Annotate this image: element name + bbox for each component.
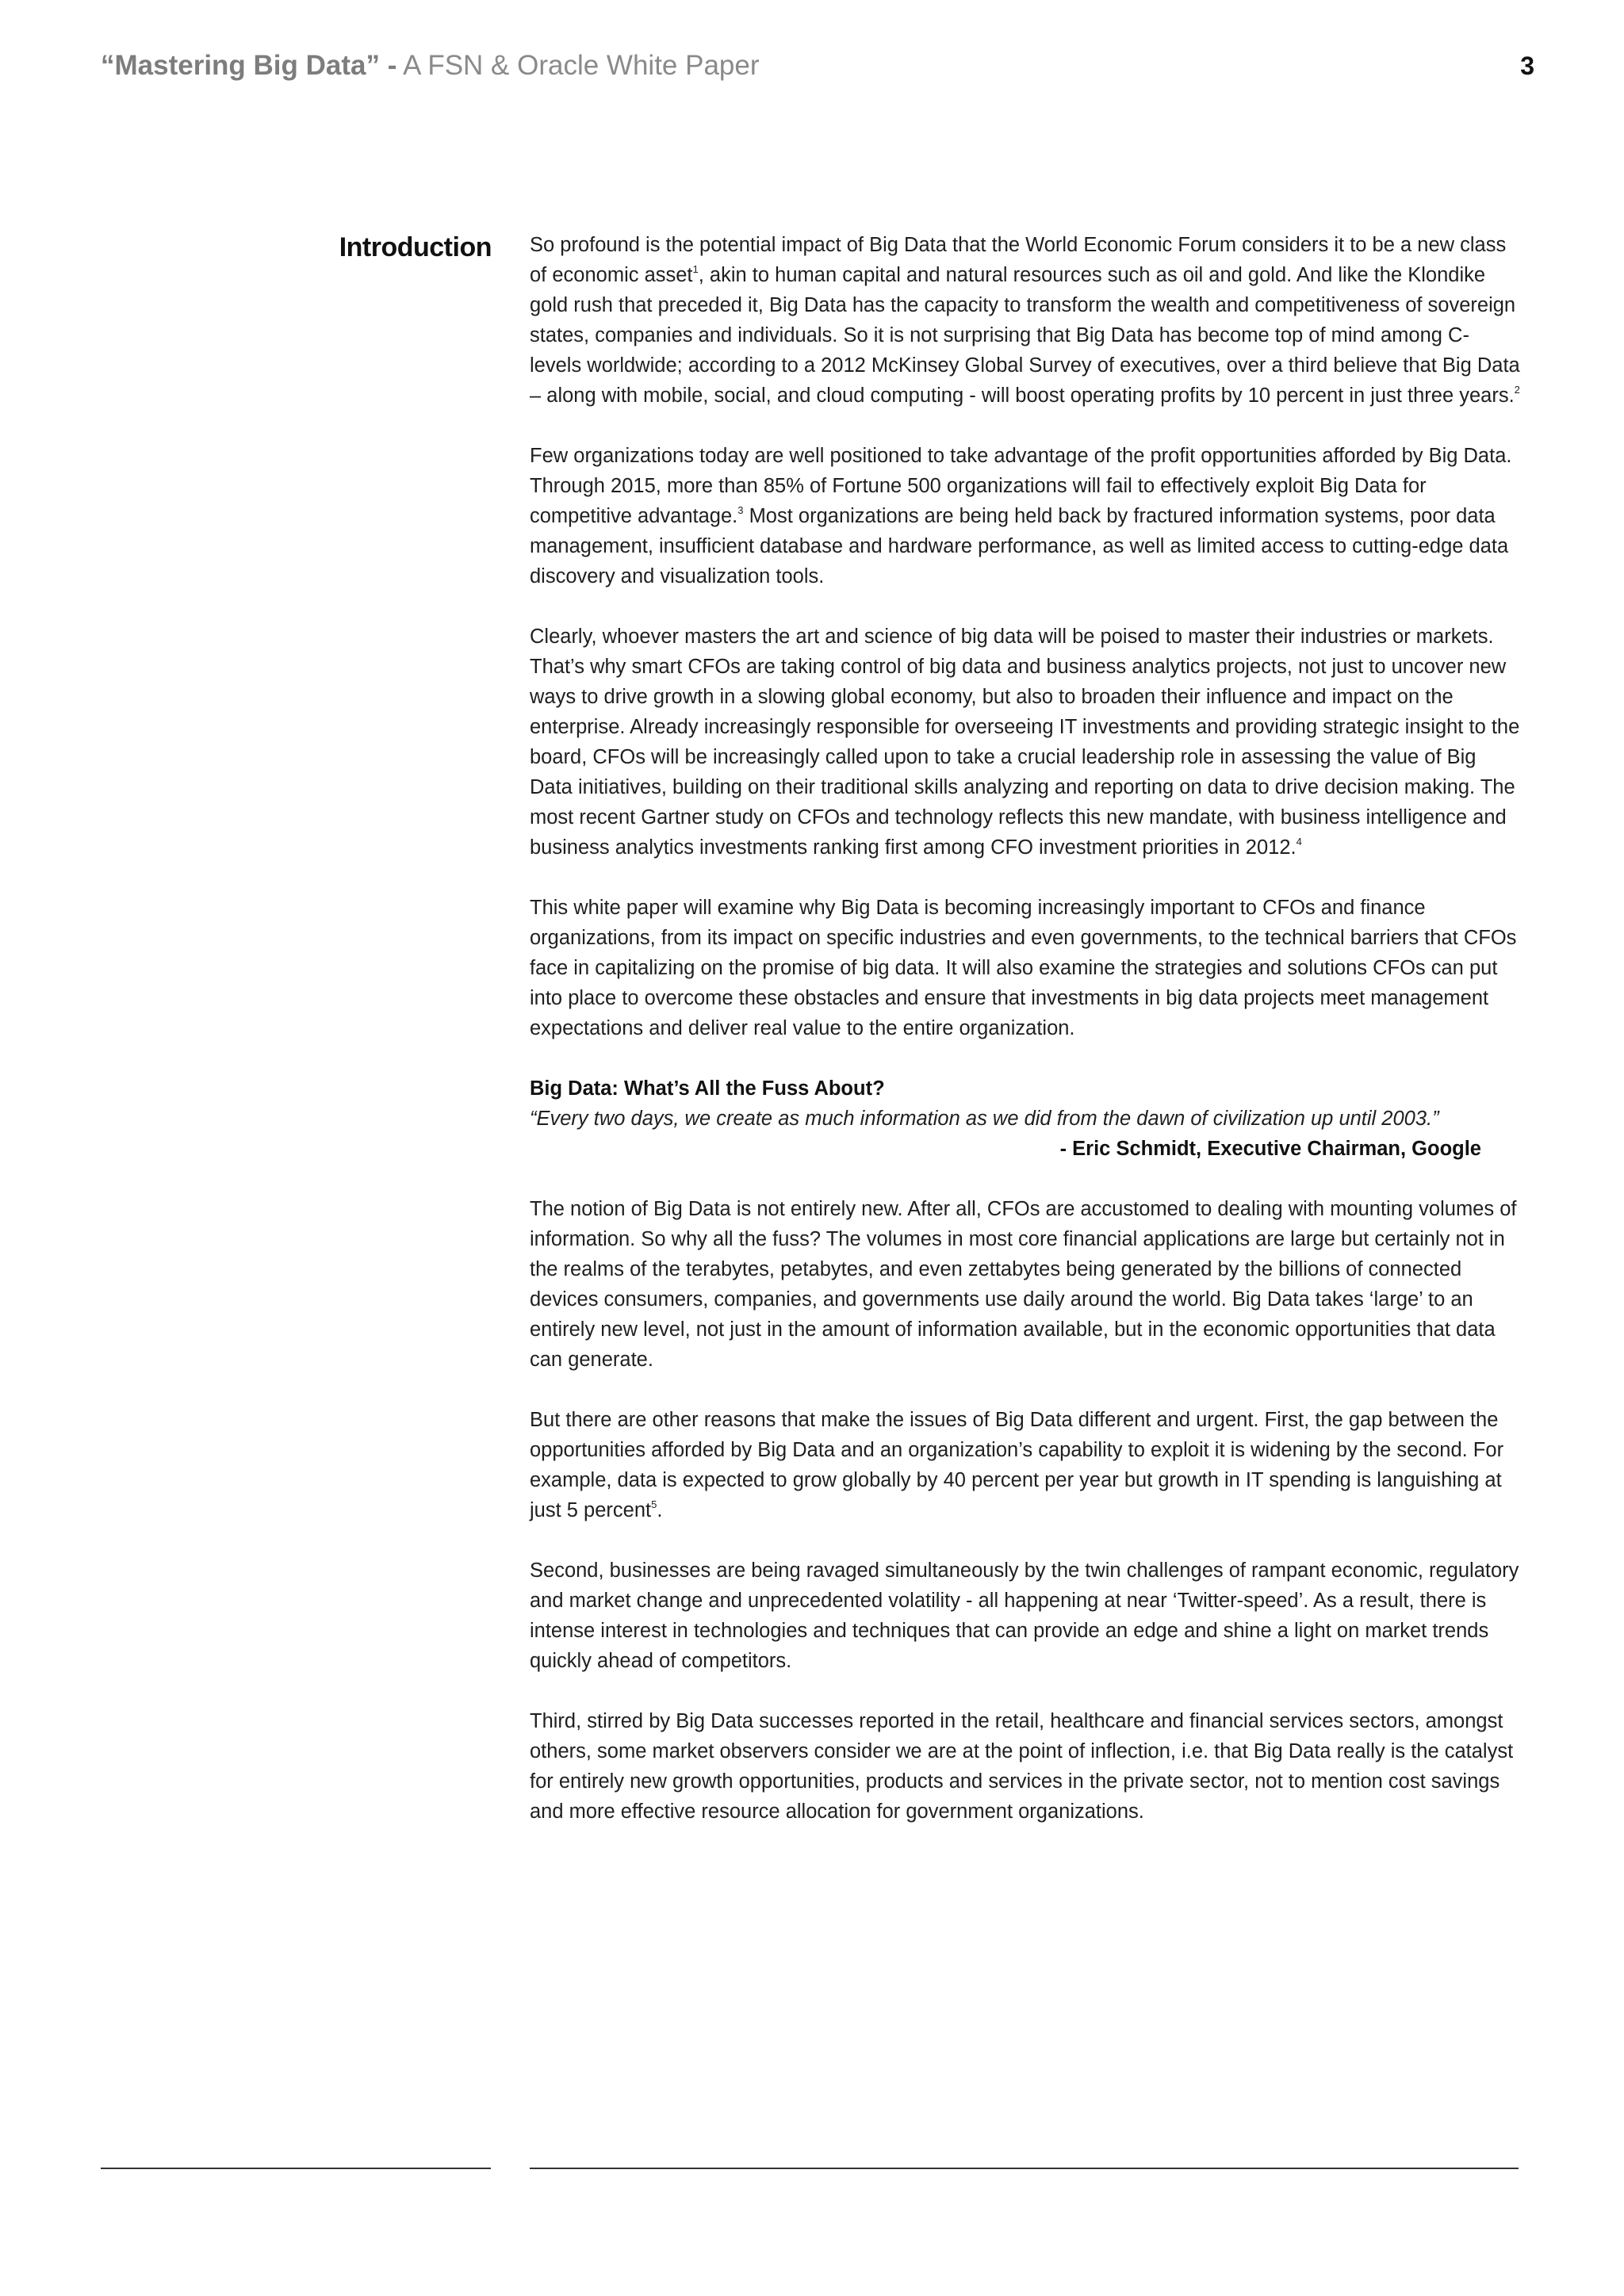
- paragraph-2: [530, 441, 1521, 591]
- footer-divider-right: [530, 2168, 1519, 2169]
- paragraph-8: Third, stirred by Big Data successes reported in the retail, healthcare and financial services sectors, amongst others, some market observers consider we are at the point of inflection, i.e. that Big Data really is the catalyst for entirely new growth opportunities, products and services in the private sector, not to mention cost savings and more effective resource allocation for government organizations.: [530, 1710, 1514, 1823]
- paragraph-6-text-cont: .: [657, 1499, 663, 1521]
- paragraph-3-text: Clearly, whoever masters the art and science of big data will be poised to master their industries or markets. That’s why smart CFOs are taking control of big data and business analytics projects, not just to uncover new ways to drive growth in a slowing global economy, but also to broaden their influence and impact on the enterprise. Already increasingly responsible for overseeing IT investments and providing strategic insight to the board, CFOs will be increasingly called upon to take a crucial leadership role in assessing the value of Big Data initiatives, building on their traditional skills analyzing and reporting on data to drive decision making. The most recent Gartner study on CFOs and technology reflects this new mandate, with business intelligence and business analytics investments ranking first among CFO investment priorities in 2012.: [530, 626, 1520, 859]
- footnote-ref-5: 5: [651, 1498, 657, 1510]
- paragraph-3: [530, 622, 1521, 863]
- footer-divider-left: [101, 2168, 491, 2169]
- footnote-ref-2: 2: [1514, 383, 1520, 396]
- footnote-ref-1: 1: [692, 262, 699, 275]
- paragraph-6: [530, 1405, 1521, 1525]
- footnote-ref-3: 3: [737, 503, 744, 516]
- paragraph-4: This white paper will examine why Big Data is becoming increasingly important to CFOs and finance organizations, from its impact on specific industries and even governments, to the technical barriers that CFOs face in capitalizing on the promise of big data. It will also examine the strategies and solutions CFOs can put into place to overcome these obstacles and ensure that investments in big data projects meet management expectations and deliver real value to the entire organization.: [530, 897, 1517, 1039]
- document-title: [101, 46, 760, 86]
- quote-attribution: - Eric Schmidt, Executive Chairman, Google: [1059, 1138, 1481, 1160]
- page-number: 3: [1520, 52, 1534, 80]
- footnote-ref-4: 4: [1296, 835, 1302, 848]
- paragraph-2-text-cont: Most organizations are being held back by fractured information systems, poor data management, insufficient database and hardware performance, as well as limited access to cutting-edge data discovery and visualization tools.: [530, 505, 1509, 587]
- paragraph-5: The notion of Big Data is not entirely new. After all, CFOs are accustomed to dealing with mounting volumes of information. So why all the fuss? The volumes in most core financial applications are large but certainly not in the realms of the terabytes, petabytes, and even zettabytes being generated by the billions of connected devices consumers, companies, and governments use daily around the world. Big Data takes ‘large’ to an entirely new level, not just in the amount of information available, but in the economic opportunities that data can generate.: [530, 1198, 1517, 1371]
- paragraph-1-text: So profound is the potential impact of Big Data that the World Economic Forum considers it to be a new class of economic asset: [530, 234, 1507, 286]
- paragraph-6-text: But there are other reasons that make the issues of Big Data different and urgent. First, the gap between the opportunities afforded by Big Data and an organization’s capability to exploit it is widening by the second. For example, data is expected to grow globally by 40 percent per year but growth in IT spending is languishing at just 5 percent: [530, 1409, 1504, 1521]
- paragraph-2-text: Few organizations today are well positioned to take advantage of the profit opportunities afforded by Big Data. Through 2015, more than 85% of Fortune 500 organizations will fail to effectively exploit Big Data for competitive advantage.: [530, 445, 1512, 527]
- document-title-bold: “Mastering Big Data” -: [101, 50, 397, 81]
- paragraph-1: [530, 230, 1521, 411]
- quote: “Every two days, we create as much information as we did from the dawn of civilization up until 2003.”: [530, 1108, 1439, 1130]
- subheading: Big Data: What’s All the Fuss About?: [530, 1077, 885, 1100]
- document-title-rest: A FSN & Oracle White Paper: [396, 50, 760, 81]
- paragraph-1-text-cont: , akin to human capital and natural resources such as oil and gold. And like the Klondike gold rush that preceded it, Big Data has the capacity to transform the wealth and competitiveness of sovereign states, companies and individuals. So it is not surprising that Big Data has become top of mind among C-levels worldwide; according to a 2012 McKinsey Global Survey of executives, over a third believe that Big Data – along with mobile, social, and cloud computing - will boost operating profits by 10 percent in just three years.: [530, 264, 1520, 407]
- section-heading: Introduction: [339, 232, 492, 262]
- body-content: [530, 230, 1521, 1857]
- paragraph-7: Second, businesses are being ravaged simultaneously by the twin challenges of rampant economic, regulatory and market change and unprecedented volatility - all happening at near ‘Twitter-speed’. As a result, there is intense interest in technologies and techniques that can provide an edge and shine a light on market trends quickly ahead of competitors.: [530, 1559, 1519, 1672]
- page-header: [101, 46, 1534, 86]
